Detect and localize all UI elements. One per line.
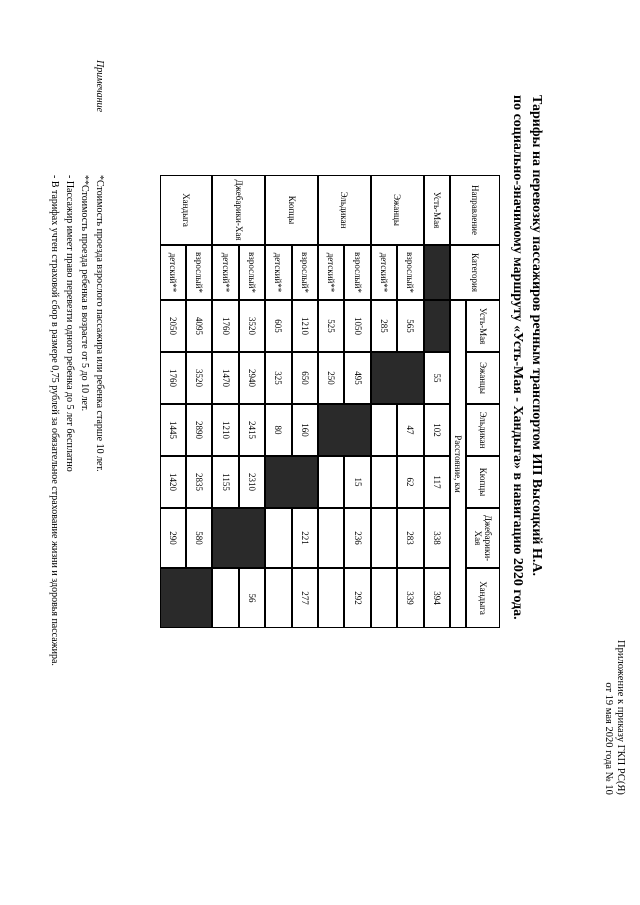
table-cell: 605	[265, 300, 291, 352]
row-direction: Хандыга	[160, 175, 213, 245]
table-cell: 102	[424, 404, 450, 456]
table-cell: 1420	[160, 456, 186, 508]
table-cell: 1210	[212, 404, 238, 456]
table-cell: 250	[318, 352, 344, 404]
table-cell: 1760	[160, 352, 186, 404]
note-item-1: *Стоимость проезда взрослого пассажира или ребенка старше 10 лет.	[94, 175, 105, 472]
fare-table	[167, 175, 500, 705]
diagonal-cell	[265, 456, 318, 508]
table-cell	[318, 568, 344, 628]
table-cell: 47	[397, 404, 423, 456]
table-cell: 394	[424, 568, 450, 628]
table-cell: 2940	[239, 352, 265, 404]
table-cell: 290	[160, 508, 186, 568]
table-cell: 56	[239, 568, 265, 628]
document-title-line-1: Тарифы на перевозку пассажиров речным транспортом ИП Высоцкий Н.А.	[529, 95, 544, 576]
row-direction: Усть-Мая	[424, 175, 450, 245]
table-cell: 1760	[212, 300, 238, 352]
table-cell	[212, 568, 238, 628]
column-header: Джебарики-Хая	[466, 508, 500, 568]
table-cell	[318, 456, 344, 508]
table-cell: 117	[424, 456, 450, 508]
header-category: Категория	[450, 245, 500, 300]
notes-label: Примечание	[94, 60, 105, 113]
row-category: детский**	[160, 245, 186, 300]
approval-note	[602, 640, 626, 795]
table-cell: 565	[397, 300, 423, 352]
table-cell: 1050	[344, 300, 370, 352]
table-cell: 338	[424, 508, 450, 568]
approval-line-2: от 19 мая 2020 года № 10	[603, 682, 614, 795]
row-category	[424, 245, 450, 300]
table-cell: 292	[344, 568, 370, 628]
note-item-4: - В тарифах учтен страховой сбор в размере 0,75 рублей за обязательное страхование жизни и здоровья пассажира.	[49, 175, 60, 666]
table-cell: 80	[265, 404, 291, 456]
column-header: Кюпцы	[466, 456, 500, 508]
table-cell: 2835	[186, 456, 212, 508]
table-cell: 1445	[160, 404, 186, 456]
table-cell: 277	[292, 568, 318, 628]
row-category: взрослый*	[292, 245, 318, 300]
row-category: взрослый*	[397, 245, 423, 300]
table-cell: 3520	[186, 352, 212, 404]
note-item-2: **Стоимость проезда ребенка в возрасте от 5 до 10 лет.	[79, 175, 90, 412]
distance-label: Расстояние, км	[450, 300, 466, 628]
table-cell: 580	[186, 508, 212, 568]
table-cell	[318, 508, 344, 568]
diagonal-cell	[424, 300, 450, 352]
table-cell: 1470	[212, 352, 238, 404]
table-cell: 55	[424, 352, 450, 404]
column-header: Усть-Мая	[466, 300, 500, 352]
row-direction: Кюпцы	[265, 175, 318, 245]
table-cell: 15	[344, 456, 370, 508]
table-cell: 2050	[160, 300, 186, 352]
column-header: Эжанцы	[466, 352, 500, 404]
table-cell: 2310	[239, 456, 265, 508]
table-cell	[265, 568, 291, 628]
table-cell: 2890	[186, 404, 212, 456]
row-category: взрослый*	[239, 245, 265, 300]
table-cell: 4095	[186, 300, 212, 352]
table-cell: 62	[397, 456, 423, 508]
table-cell: 236	[344, 508, 370, 568]
row-category: взрослый*	[186, 245, 212, 300]
table-cell: 3520	[239, 300, 265, 352]
diagonal-cell	[371, 352, 424, 404]
table-cell: 1210	[292, 300, 318, 352]
row-category: детский**	[265, 245, 291, 300]
row-category: детский**	[318, 245, 344, 300]
table-cell: 283	[397, 508, 423, 568]
diagonal-cell	[212, 508, 265, 568]
table-cell: 325	[265, 352, 291, 404]
table-cell	[371, 508, 397, 568]
header-direction: Направление	[450, 175, 500, 245]
table-cell: 285	[371, 300, 397, 352]
row-category: взрослый*	[344, 245, 370, 300]
document-title-line-2: по социально-значимому маршруту «Усть-Мая - Хандыга» в навигацию 2020 года.	[510, 95, 525, 620]
column-header: Хандыга	[466, 568, 500, 628]
table-cell	[371, 568, 397, 628]
row-category: детский**	[212, 245, 238, 300]
column-header: Эльдикан	[466, 404, 500, 456]
table-cell: 160	[292, 404, 318, 456]
diagonal-cell	[160, 568, 213, 628]
table-cell: 1155	[212, 456, 238, 508]
table-cell: 495	[344, 352, 370, 404]
row-direction: Эльдикан	[318, 175, 371, 245]
table-cell	[371, 456, 397, 508]
row-category: детский**	[371, 245, 397, 300]
table-cell: 2415	[239, 404, 265, 456]
approval-line-1: Приложение к приказу ГКП РС(Я)	[615, 640, 626, 795]
row-direction: Эжанцы	[371, 175, 424, 245]
note-item-3: - Пассажир имеет право перевезти одного ребенка до 5 лет бесплатно	[64, 175, 75, 472]
table-cell: 525	[318, 300, 344, 352]
table-cell: 221	[292, 508, 318, 568]
table-cell	[265, 508, 291, 568]
table-cell	[371, 404, 397, 456]
table-cell: 650	[292, 352, 318, 404]
table-cell: 339	[397, 568, 423, 628]
row-direction: Джебарики-Хая	[212, 175, 265, 245]
diagonal-cell	[318, 404, 371, 456]
